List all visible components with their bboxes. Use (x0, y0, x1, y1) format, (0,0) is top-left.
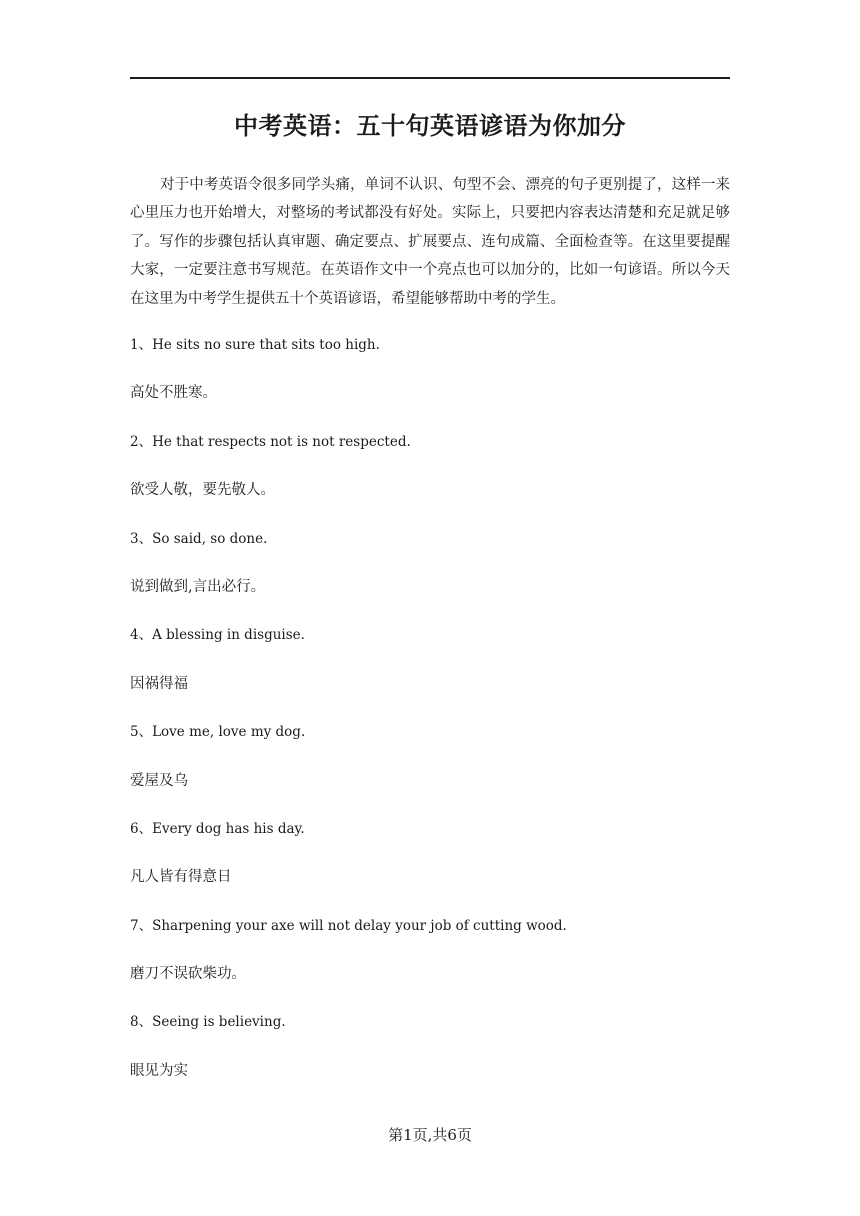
proverb-chinese: 爱屋及乌 (130, 772, 188, 789)
proverb-item (130, 623, 730, 720)
proverb-item (130, 914, 730, 1011)
proverb-item (130, 1010, 730, 1107)
proverb-list (130, 333, 730, 1107)
proverb-english: 7、Sharpening your axe will not delay your job of cutting wood. (130, 917, 567, 934)
proverb-english: 4、A blessing in disguise. (130, 627, 305, 644)
proverb-chinese: 磨刀不误砍柴功。 (130, 966, 246, 983)
proverb-item (130, 527, 730, 624)
proverb-english: 2、He that respects not is not respected. (130, 433, 411, 450)
header-rule (130, 77, 730, 79)
proverb-item (130, 720, 730, 817)
proverb-chinese: 高处不胜寒。 (130, 385, 217, 402)
intro-paragraph: 对于中考英语令很多同学头痛，单词不认识、句型不会、漂亮的句子更别提了，这样一来心里压力也开始增大，对整场的考试都没有好处。实际上，只要把内容表达清楚和充足就足够了。写作的步骤包括认真审题、确定要点、扩展要点、连句成篇、全面检查等。在这里要提醒大家，一定要注意书写规范。在英语作文中一个亮点也可以加分的，比如一句谚语。所以今天在这里为中考学生提供五十个英语谚语，希望能够帮助中考的学生。 (130, 177, 730, 307)
proverb-item (130, 333, 730, 430)
proverb-chinese: 凡人皆有得意日 (130, 869, 232, 886)
proverb-item (130, 817, 730, 914)
proverb-english: 3、So said, so done. (130, 530, 268, 547)
proverb-chinese: 说到做到,言出必行。 (130, 578, 266, 595)
proverb-chinese: 欲受人敬，要先敬人。 (130, 482, 275, 499)
page-title: 中考英语：五十句英语谚语为你加分 (234, 111, 626, 140)
proverb-english: 5、Love me, love my dog. (130, 724, 306, 741)
proverb-chinese: 眼见为实 (130, 1062, 188, 1079)
proverb-english: 1、He sits no sure that sits too high. (130, 337, 380, 353)
proverb-chinese: 因祸得福 (130, 675, 188, 692)
proverb-item (130, 430, 730, 527)
page-number-footer: 第1页,共6页 (388, 1126, 472, 1144)
proverb-english: 6、Every dog has his day. (130, 820, 305, 837)
proverb-english: 8、Seeing is believing. (130, 1014, 286, 1031)
